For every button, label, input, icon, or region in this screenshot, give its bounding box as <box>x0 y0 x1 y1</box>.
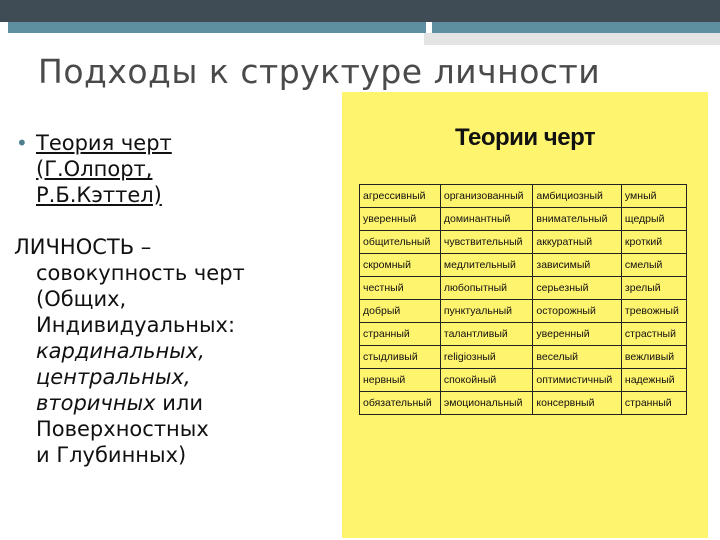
bullet-line-1: Теория черт <box>36 131 172 155</box>
definition-line-5: центральных, <box>36 365 191 389</box>
table-cell: religiозный <box>440 346 533 369</box>
table-cell: умный <box>621 185 686 208</box>
table-cell: надежный <box>621 369 686 392</box>
table-row <box>360 231 687 254</box>
table-row <box>360 185 687 208</box>
definition-line-1: совокупность черт <box>36 261 245 285</box>
table-row <box>360 369 687 392</box>
traits-table-title: Теории черт <box>455 124 596 151</box>
bullet-line-3: Р.Б.Кэттел) <box>36 183 162 207</box>
table-cell: зависимый <box>533 254 622 277</box>
table-row <box>360 208 687 231</box>
table-cell: талантливый <box>440 323 533 346</box>
table-row <box>360 392 687 415</box>
table-cell: амбициозный <box>533 185 622 208</box>
table-cell: консервный <box>533 392 622 415</box>
table-cell: пунктуальный <box>440 300 533 323</box>
header-bar-dark <box>0 0 720 22</box>
table-cell: страстный <box>621 323 686 346</box>
table-cell: спокойный <box>440 369 533 392</box>
table-cell: уверенный <box>533 323 622 346</box>
definition-line-3: Индивидуальных: <box>36 313 236 337</box>
header-bar-accent <box>8 22 720 33</box>
header-bar-gap <box>426 22 432 33</box>
definition-line-2: (Общих, <box>36 287 127 311</box>
table-cell: осторожный <box>533 300 622 323</box>
bullet-line-2: (Г.Олпорт, <box>36 157 153 181</box>
bullet-item <box>14 130 334 208</box>
header-bar-light <box>424 33 720 45</box>
table-cell: внимательный <box>533 208 622 231</box>
table-cell: тревожный <box>621 300 686 323</box>
definition-line-8: и Глубинных) <box>36 443 187 467</box>
table-cell: кроткий <box>621 231 686 254</box>
definition-line-7: Поверхностных <box>36 417 209 441</box>
traits-table <box>359 184 687 415</box>
table-cell: зрелый <box>621 277 686 300</box>
table-row <box>360 277 687 300</box>
definition-line-6-italic: вторичных <box>36 391 156 415</box>
definition-line-6 <box>14 390 334 416</box>
table-cell: щедрый <box>621 208 686 231</box>
table-cell: эмоциональный <box>440 392 533 415</box>
table-cell: аккуратный <box>533 231 622 254</box>
table-cell: общительный <box>360 231 441 254</box>
definition-head: ЛИЧНОСТЬ – <box>14 235 152 259</box>
table-row <box>360 346 687 369</box>
table-cell: смелый <box>621 254 686 277</box>
table-cell: медлительный <box>440 254 533 277</box>
definition-line-6-rest: или <box>155 391 203 415</box>
table-cell: стыдливый <box>360 346 441 369</box>
table-cell: добрый <box>360 300 441 323</box>
table-cell: оптимистичный <box>533 369 622 392</box>
table-cell: организованный <box>440 185 533 208</box>
table-row <box>360 254 687 277</box>
table-cell: вежливый <box>621 346 686 369</box>
table-cell: уверенный <box>360 208 441 231</box>
table-cell: доминантный <box>440 208 533 231</box>
table-cell: странный <box>621 392 686 415</box>
table-cell: честный <box>360 277 441 300</box>
table-cell: любопытный <box>440 277 533 300</box>
table-cell: скромный <box>360 254 441 277</box>
table-row <box>360 300 687 323</box>
table-row <box>360 323 687 346</box>
table-cell: веселый <box>533 346 622 369</box>
definition-line-4: кардинальных, <box>36 339 205 363</box>
table-cell: обязательный <box>360 392 441 415</box>
table-cell: нервный <box>360 369 441 392</box>
table-cell: серьезный <box>533 277 622 300</box>
bullet-icon: • <box>16 131 28 155</box>
table-cell: странный <box>360 323 441 346</box>
table-cell: чувствительный <box>440 231 533 254</box>
table-cell: агрессивный <box>360 185 441 208</box>
slide-body <box>14 130 334 468</box>
slide-title: Подходы к структуре личности <box>38 52 601 91</box>
